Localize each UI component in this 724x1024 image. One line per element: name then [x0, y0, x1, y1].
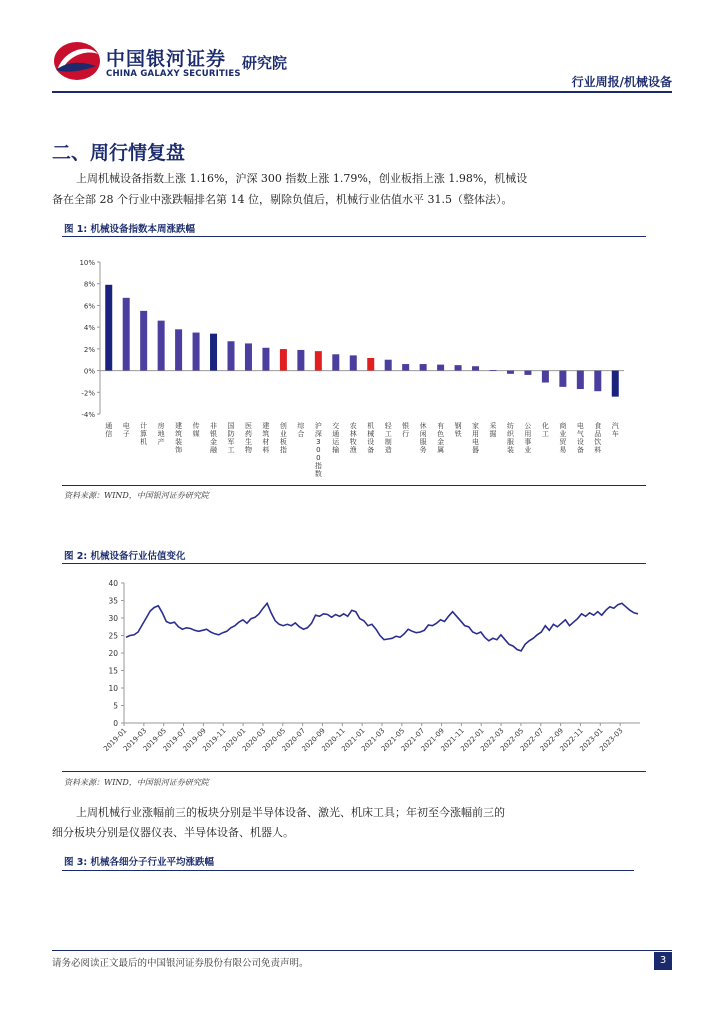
y-tick-label: 35: [108, 596, 118, 606]
y-tick-label: 2%: [83, 345, 95, 354]
bar: [612, 371, 619, 397]
x-tick-label: 电子: [122, 422, 130, 438]
bar: [315, 351, 322, 370]
x-tick-label: 2020-07: [280, 726, 308, 754]
x-tick-label: 有色金属: [437, 422, 445, 454]
bar: [140, 311, 147, 371]
x-tick-label: 2020-09: [300, 726, 327, 754]
x-tick-label: 2021-01: [340, 726, 367, 754]
x-tick-label: 机械设备: [367, 422, 375, 454]
x-tick-label: 医药生物: [244, 422, 252, 454]
bar: [437, 365, 444, 371]
x-tick-label: 公用事业: [524, 422, 532, 454]
bar: [262, 348, 269, 371]
y-tick-label: 10%: [79, 259, 95, 267]
paragraph-line: 上周机械设备指数上涨 1.16%，沪深 300 指数上涨 1.79%，创业板指上涨 1.98%，机械设: [76, 172, 528, 185]
x-tick-label: 电气设备: [576, 422, 584, 454]
header-rule: [52, 91, 672, 93]
figure2-title: 图 2: 机械设备行业估值变化: [64, 551, 186, 562]
bar: [507, 371, 514, 374]
figure1-top-rule: [62, 236, 646, 237]
x-tick-label: 房地产: [157, 422, 165, 446]
x-tick-label: 2022-07: [518, 726, 546, 754]
x-tick-label: 2022-03: [479, 726, 506, 754]
y-tick-label: -2%: [81, 389, 95, 398]
figure1-bottom-rule: [62, 485, 646, 486]
figure2-top-rule: [62, 563, 646, 564]
bar: [402, 364, 409, 371]
x-tick-label: 轻工制造: [384, 422, 392, 454]
x-tick-label: 化工: [541, 422, 549, 438]
y-tick-label: 4%: [83, 324, 95, 333]
x-tick-label: 2022-09: [538, 726, 566, 754]
bar: [385, 360, 392, 371]
y-tick-label: 40: [108, 579, 118, 588]
bar: [332, 354, 339, 370]
y-tick-label: 15: [108, 666, 118, 676]
x-tick-label: 2019-07: [161, 726, 188, 754]
x-tick-label: 综合: [297, 422, 305, 438]
bar: [245, 343, 252, 370]
line-chart-valuation: [62, 567, 646, 769]
paragraph-line: 细分板块分别是仪器仪表、半导体设备、机器人。: [52, 826, 294, 839]
bar: [123, 298, 130, 371]
y-tick-label: 30: [108, 614, 118, 623]
bar: [105, 285, 112, 371]
x-tick-label: 2021-07: [399, 726, 427, 754]
x-tick-label: 休闲服务: [419, 422, 427, 454]
x-tick-label: 2019-03: [121, 726, 149, 754]
x-tick-label: 2022-11: [558, 726, 585, 754]
x-tick-label: 通信: [105, 422, 113, 438]
figure2-source: 资料来源：WIND，中国银河证券研究院: [64, 778, 209, 787]
y-tick-label: 10: [108, 684, 118, 693]
x-tick-label: 2020-03: [240, 726, 268, 754]
paragraph-line: 备在全部 28 个行业中涨跌幅排名第 14 位，剔除负值后，机械行业估值水平 31.5（整体法）。: [52, 193, 513, 206]
bar: [420, 364, 427, 371]
y-tick-label: 20: [108, 649, 118, 658]
x-tick-label: 采掘: [489, 422, 497, 438]
y-tick-label: 5: [113, 701, 118, 711]
company-name-en: CHINA GALAXY SECURITIES: [106, 69, 241, 79]
section-title: 二、周行情复盘: [52, 142, 186, 164]
x-tick-label: 商业贸易: [559, 422, 567, 454]
x-tick-label: 2020-05: [260, 726, 288, 754]
x-tick-label: 建筑材料: [262, 422, 270, 454]
x-tick-label: 2021-11: [439, 726, 466, 754]
bar: [455, 365, 462, 370]
figure3-title: 图 3: 机械各细分子行业平均涨跌幅: [64, 857, 215, 868]
y-tick-label: -4%: [81, 411, 95, 419]
bar: [559, 371, 566, 387]
bar: [158, 321, 165, 371]
x-tick-label: 2022-05: [498, 726, 526, 754]
figure3-top-rule: [62, 870, 634, 871]
company-name-cn: 中国银河证券: [106, 48, 227, 70]
y-tick-label: 0%: [83, 367, 95, 376]
x-tick-label: 2019-05: [141, 726, 169, 754]
x-tick-label: 沪深 3 0 0 指数: [314, 422, 322, 478]
figure1-source: 资料来源：WIND，中国银河证券研究院: [64, 491, 209, 500]
x-tick-label: 钢铁: [454, 422, 462, 438]
x-tick-label: 银行: [402, 422, 410, 438]
x-tick-label: 建筑装饰: [175, 422, 183, 454]
x-tick-label: 2022-01: [459, 726, 486, 754]
bar: [542, 371, 549, 383]
bar: [472, 366, 479, 370]
report-type: 行业周报/机械设备: [571, 75, 672, 89]
bar: [193, 333, 200, 371]
x-tick-label: 2019-01: [102, 726, 129, 754]
page-number: 3: [654, 952, 672, 970]
bar: [175, 329, 182, 370]
x-tick-label: 2019-09: [181, 726, 208, 754]
bar: [367, 358, 374, 371]
x-tick-label: 2021-03: [360, 726, 387, 754]
footer-rule: [52, 950, 672, 951]
figure1-title: 图 1: 机械设备指数本周涨跌幅: [64, 224, 196, 235]
bar: [350, 355, 357, 370]
bar: [524, 371, 531, 375]
x-tick-label: 非银金融: [210, 422, 218, 454]
x-tick-label: 计算机: [140, 422, 148, 446]
bar: [228, 341, 235, 370]
bar: [594, 371, 601, 392]
x-tick-label: 家用电器: [472, 422, 480, 454]
x-tick-label: 纺织服装: [506, 422, 514, 454]
footer-disclaimer: 请务必阅读正文最后的中国银河证券股份有限公司免责声明。: [52, 958, 309, 969]
bar-chart-weekly-change: [62, 240, 646, 484]
x-tick-label: 2021-05: [379, 726, 407, 754]
bar: [490, 370, 497, 371]
y-tick-label: 0: [113, 719, 118, 728]
x-tick-label: 交通运输: [332, 422, 340, 454]
bar: [577, 371, 584, 389]
bar: [280, 349, 287, 370]
galaxy-logo-icon: [52, 40, 102, 82]
valuation-series-line: [126, 603, 638, 651]
x-tick-label: 2023-01: [578, 726, 605, 754]
bar: [297, 350, 304, 371]
x-tick-label: 2020-01: [221, 726, 248, 754]
x-tick-label: 2023-03: [598, 726, 625, 754]
bar: [210, 334, 217, 371]
x-tick-label: 传媒: [192, 422, 200, 438]
x-tick-label: 2019-11: [201, 726, 228, 754]
x-tick-label: 2021-09: [419, 726, 446, 754]
x-tick-label: 食品饮料: [594, 422, 602, 454]
y-tick-label: 6%: [83, 302, 95, 311]
y-tick-label: 8%: [83, 280, 95, 289]
x-tick-label: 国防军工: [227, 422, 235, 454]
paragraph-line: 上周机械行业涨幅前三的板块分别是半导体设备、激光、机床工具；年初至今涨幅前三的: [76, 806, 505, 819]
institute-label: 研究院: [242, 54, 288, 72]
x-tick-label: 创业板指: [279, 422, 287, 454]
y-tick-label: 25: [108, 631, 118, 641]
x-tick-label: 2020-11: [320, 726, 347, 754]
x-tick-label: 汽车: [611, 422, 619, 438]
figure2-bottom-rule: [62, 771, 646, 772]
x-tick-label: 农林牧渔: [349, 422, 357, 454]
